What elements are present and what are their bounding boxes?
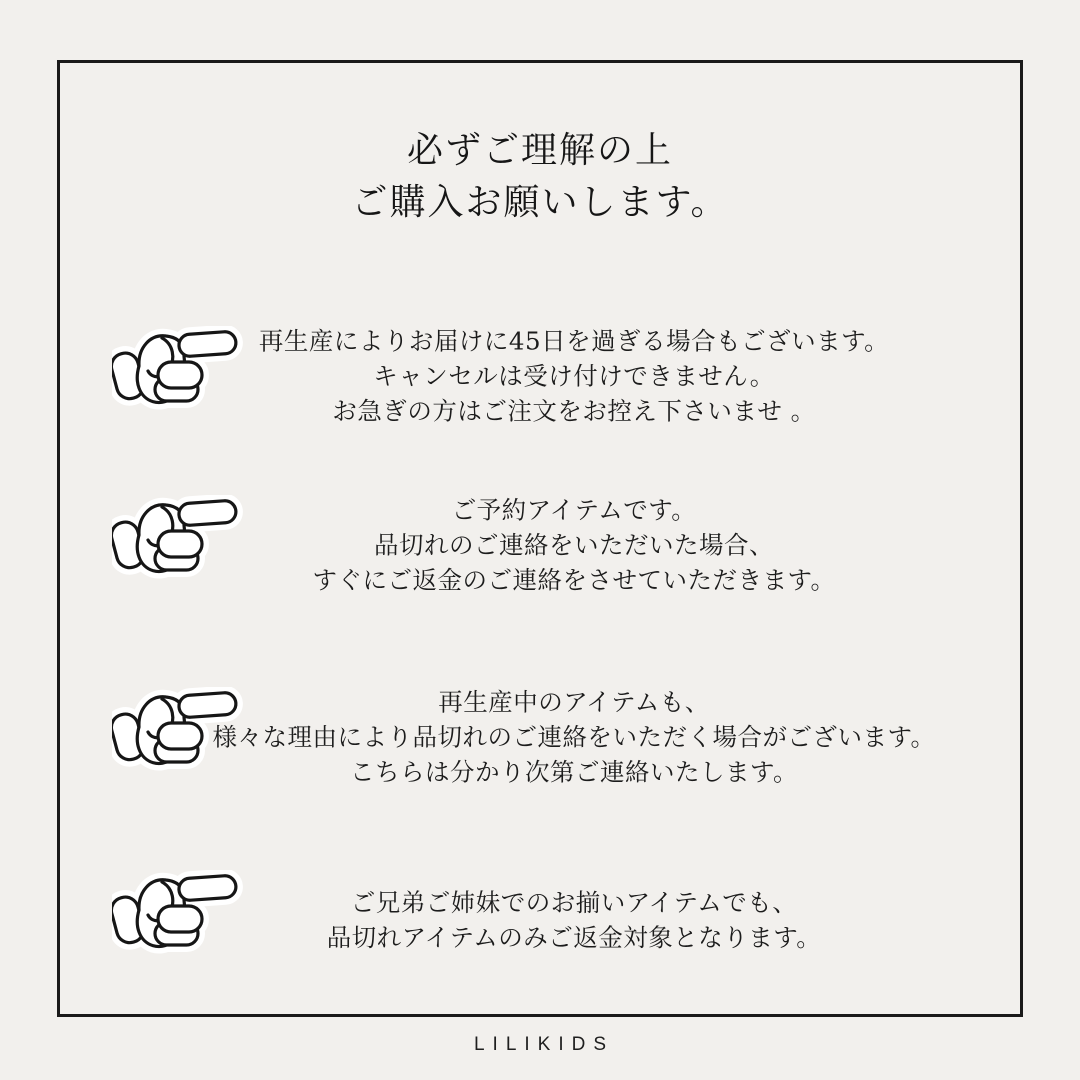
notice-line: すぐにご返金のご連絡をさせていただきます。 (312, 565, 836, 595)
notice-line: ご兄弟ご姉妹でのお揃いアイテムでも、 (350, 888, 798, 917)
notice-line: お急ぎの方はご注文をお控え下さいませ 。 (332, 396, 816, 426)
notice-row (60, 480, 1020, 610)
notice-line: 再生産によりお届けに45日を過ぎる場合もございます。 (258, 326, 890, 356)
notice-line: キャンセルは受け付けできません。 (373, 361, 775, 391)
notice-row (60, 311, 1020, 441)
notice-line: こちらは分かり次第ご連絡いたします。 (349, 757, 799, 787)
notice-row (60, 860, 1020, 980)
notice-text (132, 885, 1016, 955)
title-line-1: 必ずご理解の上 (406, 130, 673, 171)
notice-text (132, 324, 1016, 429)
notice-text (132, 685, 1016, 790)
notice-line: 品切れアイテムのみご返金対象となります。 (326, 923, 822, 952)
border-frame (57, 60, 1023, 1017)
notice-row (60, 672, 1020, 802)
brand-logo: LILIKIDS (473, 1034, 615, 1055)
notice-line: 品切れのご連絡をいただいた場合、 (374, 530, 774, 560)
page-title (60, 125, 1020, 229)
title-line-2: ご購入お願いします。 (351, 182, 729, 223)
notice-text (132, 493, 1016, 598)
notice-line: 様々な理由により品切れのご連絡をいただく場合がございます。 (212, 722, 936, 752)
notice-line: 再生産中のアイテムも、 (438, 687, 710, 717)
notice-line: ご予約アイテムです。 (451, 495, 697, 525)
